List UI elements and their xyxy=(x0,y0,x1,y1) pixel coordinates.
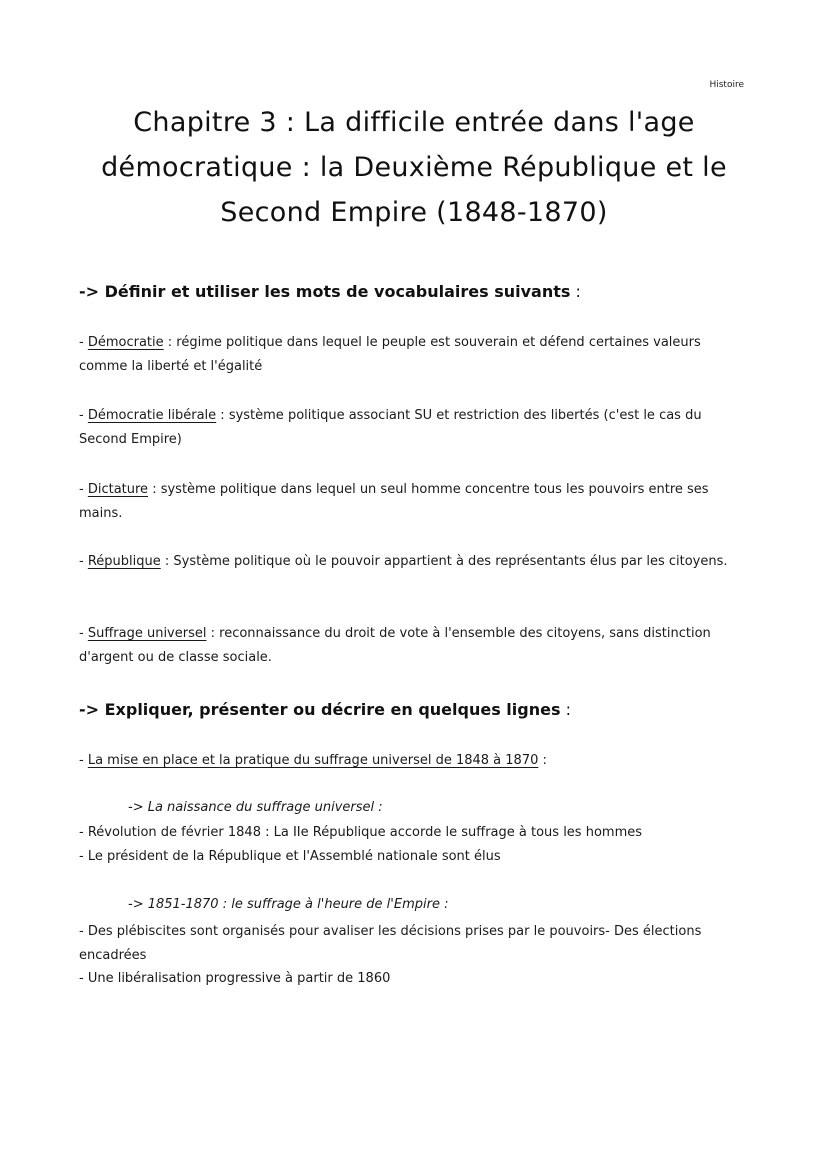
list-item: - Une libéralisation progressive à partir de 1860 xyxy=(79,971,391,986)
explain-heading xyxy=(79,700,571,719)
definition-text: reconnaissance du droit de vote à l'ensemble des citoyens, sans distinction d'argent ou de classe sociale. xyxy=(79,626,711,665)
definition-term: République xyxy=(87,554,161,569)
definition-separator: : xyxy=(148,482,161,497)
subsection-title: -> La naissance du suffrage universel : xyxy=(128,800,383,815)
explain-heading-label: -> Expliquer, présenter ou décrire en quelques lignes xyxy=(79,700,561,719)
topic-line: - La mise en place et la pratique du suffrage universel de 1848 à 1870 : xyxy=(79,753,547,768)
chapter-title: Chapitre 3 : La difficile entrée dans l'age démocratique : la Deuxième République et le Second Empire (1848-1870) xyxy=(101,107,727,228)
definition-item: - Démocratie : régime politique dans lequel le peuple est souverain et défend certaines valeurs comme la liberté et l'égalité xyxy=(79,335,701,374)
definition-item: - République : Système politique où le pouvoir appartient à des représentants élus par les citoyens. xyxy=(79,554,728,569)
subsection-title: -> 1851-1870 : le suffrage à l'heure de l'Empire : xyxy=(128,897,449,912)
subject-tag: Histoire xyxy=(709,80,744,90)
definition-separator: : xyxy=(206,626,220,641)
definition-item: - Démocratie libérale : système politique associant SU et restriction des libertés (c'est le cas du Second Empire) xyxy=(79,408,702,447)
explain-heading-suffix: : xyxy=(560,700,571,719)
definition-separator: : xyxy=(216,408,229,423)
vocab-heading-label: -> Définir et utiliser les mots de vocabulaires suivants xyxy=(79,282,571,301)
topic-label: La mise en place et la pratique du suffrage universel de 1848 à 1870 xyxy=(87,753,539,768)
topic-suffix: : xyxy=(538,753,547,768)
vocab-heading xyxy=(79,282,581,301)
definition-text: Système politique où le pouvoir appartient à des représentants élus par les citoyens. xyxy=(173,554,728,569)
definition-text: système politique associant SU et restriction des libertés (c'est le cas du Second Empire) xyxy=(79,408,702,447)
definition-item: - Suffrage universel : reconnaissance du droit de vote à l'ensemble des citoyens, sans distinction d'argent ou de classe sociale. xyxy=(79,626,711,665)
list-item: - Le président de la République et l'Assemblé nationale sont élus xyxy=(79,849,501,864)
definition-term: Démocratie libérale xyxy=(87,408,217,423)
list-item: - Des plébiscites sont organisés pour avaliser les décisions prises par le pouvoirs- Des élections encadrées xyxy=(79,924,702,963)
definition-text: système politique dans lequel un seul homme concentre tous les pouvoirs entre ses mains. xyxy=(79,482,709,521)
list-item: - Révolution de février 1848 : La IIe République accorde le suffrage à tous les hommes xyxy=(79,825,643,840)
definition-term: Suffrage universel xyxy=(87,626,207,641)
vocab-heading-suffix: : xyxy=(570,282,581,301)
definition-separator: : xyxy=(160,554,174,569)
definition-item: - Dictature : système politique dans lequel un seul homme concentre tous les pouvoirs entre ses mains. xyxy=(79,482,709,521)
definition-term: Dictature xyxy=(87,482,149,497)
definition-text: régime politique dans lequel le peuple est souverain et défend certaines valeurs comme la liberté et l'égalité xyxy=(79,335,701,374)
definition-separator: : xyxy=(163,335,177,350)
definition-term: Démocratie xyxy=(87,335,164,350)
